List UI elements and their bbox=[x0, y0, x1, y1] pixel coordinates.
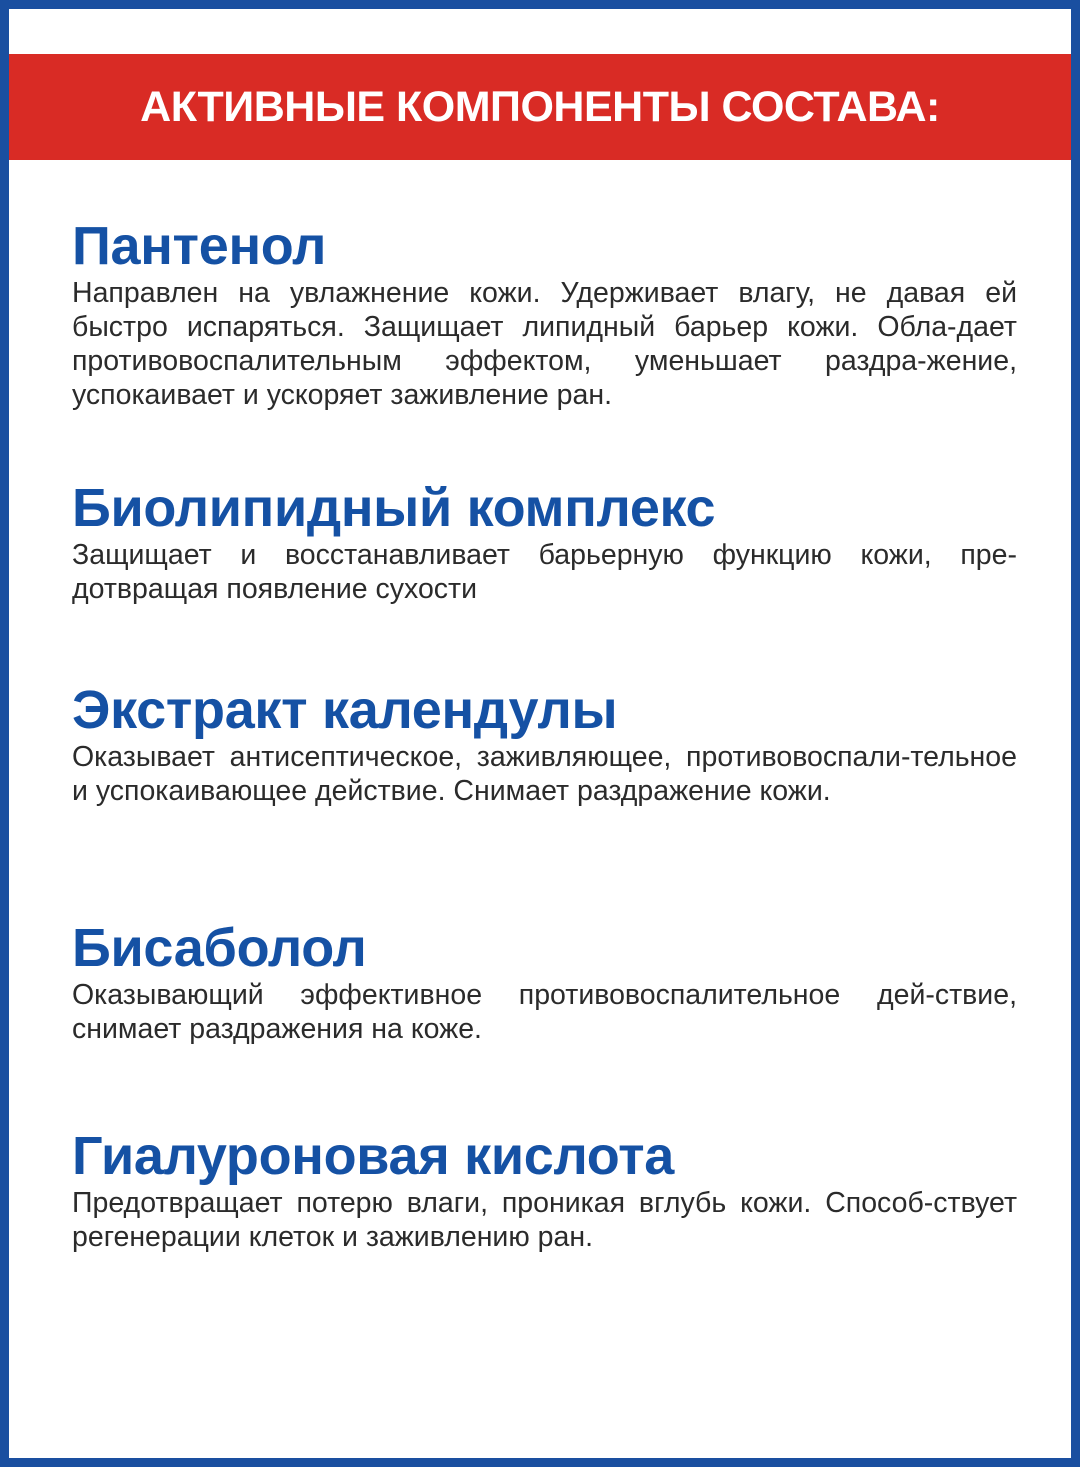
component-title: Экстракт календулы bbox=[72, 680, 618, 740]
banner-title: АКТИВНЫЕ КОМПОНЕНТЫ СОСТАВА: bbox=[140, 82, 940, 131]
component-bisabolol bbox=[72, 918, 1017, 1046]
component-description: Направлен на увлажнение кожи. Удерживает влагу, не давая ей быстро испаряться. Защищает липидный барьер кожи. Обла-дает противовоспалительным эффектом, уменьшает раздра-жение, успокаивает и ускоряет заживление ран. bbox=[72, 277, 1017, 411]
component-hyaluronic-acid bbox=[72, 1126, 1017, 1254]
component-title: Пантенол bbox=[72, 216, 327, 276]
component-title: Бисаболол bbox=[72, 918, 367, 978]
component-calendula-extract bbox=[72, 680, 1017, 808]
component-description: Оказывающий эффективное противовоспалительное дей-ствие, снимает раздражения на коже. bbox=[72, 979, 1017, 1045]
component-description: Предотвращает потерю влаги, проникая вглубь кожи. Способ-ствует регенерации клеток и заживлению ран. bbox=[72, 1187, 1017, 1253]
component-biolipid-complex bbox=[72, 478, 1017, 606]
component-description: Оказывает антисептическое, заживляющее, противовоспали-тельное и успокаивающее действие. Снимает раздражение кожи. bbox=[72, 741, 1017, 807]
component-description: Защищает и восстанавливает барьерную функцию кожи, пре-дотвращая появление сухости bbox=[72, 539, 1017, 605]
header-banner bbox=[9, 54, 1071, 160]
component-panthenol bbox=[72, 216, 1017, 412]
component-title: Гиалуроновая кислота bbox=[72, 1126, 674, 1186]
component-title: Биолипидный комплекс bbox=[72, 478, 716, 538]
